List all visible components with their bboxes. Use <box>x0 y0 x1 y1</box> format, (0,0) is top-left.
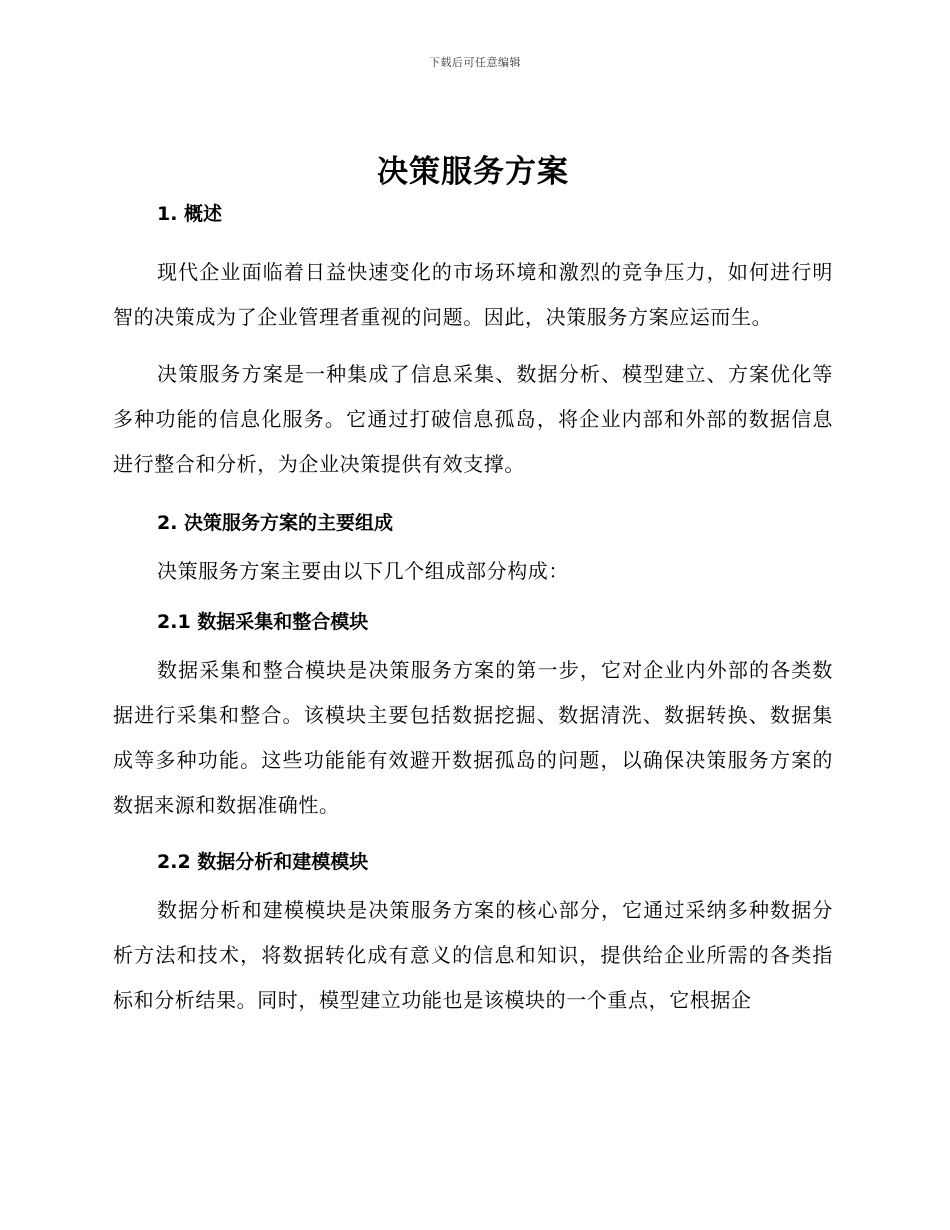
document-title: 决策服务方案 <box>377 154 569 190</box>
section-heading-data-collection: 2.1 数据采集和整合模块 <box>157 611 369 633</box>
paragraph: 数据采集和整合模块是决策服务方案的第一步，它对企业内外部的各类数据进行采集和整合。该模块主要包括数据挖掘、数据清洗、数据转换、数据集成等多种功能。这些功能能有效避开数据孤岛的问题，以确保决策服务方案的数据来源和数据准确性。 <box>113 658 833 817</box>
paragraph: 决策服务方案是一种集成了信息采集、数据分析、模型建立、方案优化等多种功能的信息化服务。它通过打破信息孤岛，将企业内部和外部的数据信息进行整合和分析，为企业决策提供有效支撑。 <box>113 362 833 476</box>
paragraph: 现代企业面临着日益快速变化的市场环境和激烈的竞争压力，如何进行明智的决策成为了企业管理者重视的问题。因此，决策服务方案应运而生。 <box>113 260 833 329</box>
section-heading-overview: 1. 概述 <box>157 203 223 225</box>
paragraph: 决策服务方案主要由以下几个组成部分构成： <box>157 559 569 583</box>
section-heading-components: 2. 决策服务方案的主要组成 <box>157 512 394 534</box>
section-heading-data-analysis: 2.2 数据分析和建模模块 <box>157 851 369 873</box>
document-body <box>113 150 833 1023</box>
paragraph: 数据分析和建模模块是决策服务方案的核心部分，它通过采纳多种数据分析方法和技术，将数据转化成有意义的信息和知识，提供给企业所需的各类指标和分析结果。同时，模型建立功能也是该模块的一个重点，它根据企 <box>113 898 833 1012</box>
header-note: 下载后可任意编辑 <box>429 56 521 69</box>
